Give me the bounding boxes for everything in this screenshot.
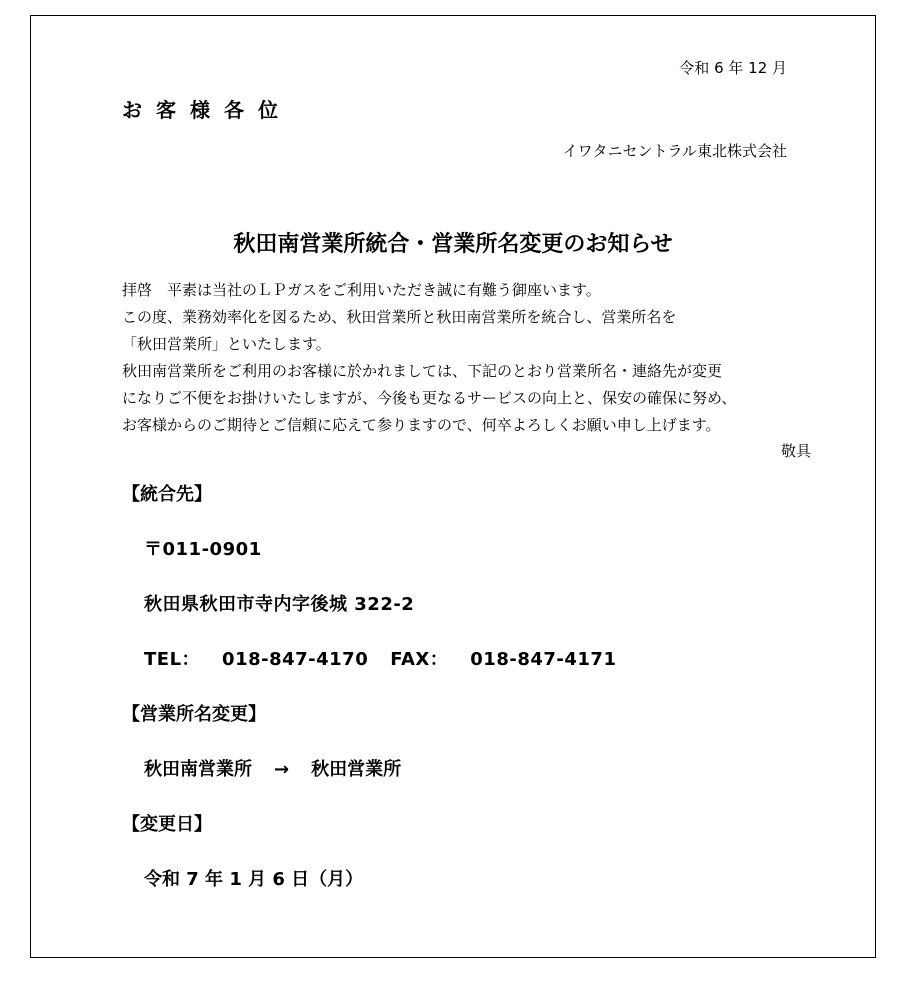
notice-body [122, 277, 822, 439]
issue-date: 令和 6 年 12 月 [679, 59, 787, 77]
new-office-name: 秋田営業所 [311, 759, 402, 780]
office-address: 秋田県秋田市寺内字後城 322-2 [144, 594, 415, 615]
change-date-value: 令和 7 年 1 月 6 日（月） [144, 869, 364, 890]
office-rename-label: 【営業所名変更】 [122, 704, 266, 725]
right-arrow-icon: → [274, 759, 290, 780]
sender-company: イワタニセントラル東北株式会社 [562, 142, 787, 160]
old-office-name: 秋田南営業所 [144, 759, 252, 780]
postal-code: 〒011-0901 [144, 539, 262, 560]
notice-document [30, 15, 876, 958]
fax-number: 018-847-4171 [470, 649, 617, 670]
body-line: 秋田南営業所をご利用のお客様に於かれましては、下記のとおり営業所名・連絡先が変更 [122, 362, 723, 380]
body-line: になりご不便をお掛けいたしますが、今後も更なるサービスの向上と、保安の確保に努め、 [122, 389, 737, 407]
fax-label: FAX： [390, 649, 449, 670]
contact-line [144, 651, 616, 669]
merge-destination-label: 【統合先】 [122, 484, 212, 505]
office-rename-line [144, 761, 401, 779]
tel-number: 018-847-4170 [222, 649, 369, 670]
body-line: この度、業務効率化を図るため、秋田営業所と秋田南営業所を統合し、営業所名を [122, 308, 677, 326]
recipient-heading: お客様各位 [122, 98, 292, 122]
closing-phrase: 敬具 [780, 442, 811, 460]
change-date-label: 【変更日】 [122, 814, 212, 835]
tel-label: TEL： [144, 649, 201, 670]
body-line: 「秋田営業所」といたします。 [122, 335, 331, 353]
body-line: お客様からのご期待とご信頼に応えて参りますので、何卒よろしくお願い申し上げます。 [122, 416, 721, 434]
body-line: 拝啓 平素は当社のＬＰガスをご利用いただき誠に有難う御座います。 [122, 281, 601, 299]
notice-title: 秋田南営業所統合・営業所名変更のお知らせ [233, 232, 673, 257]
